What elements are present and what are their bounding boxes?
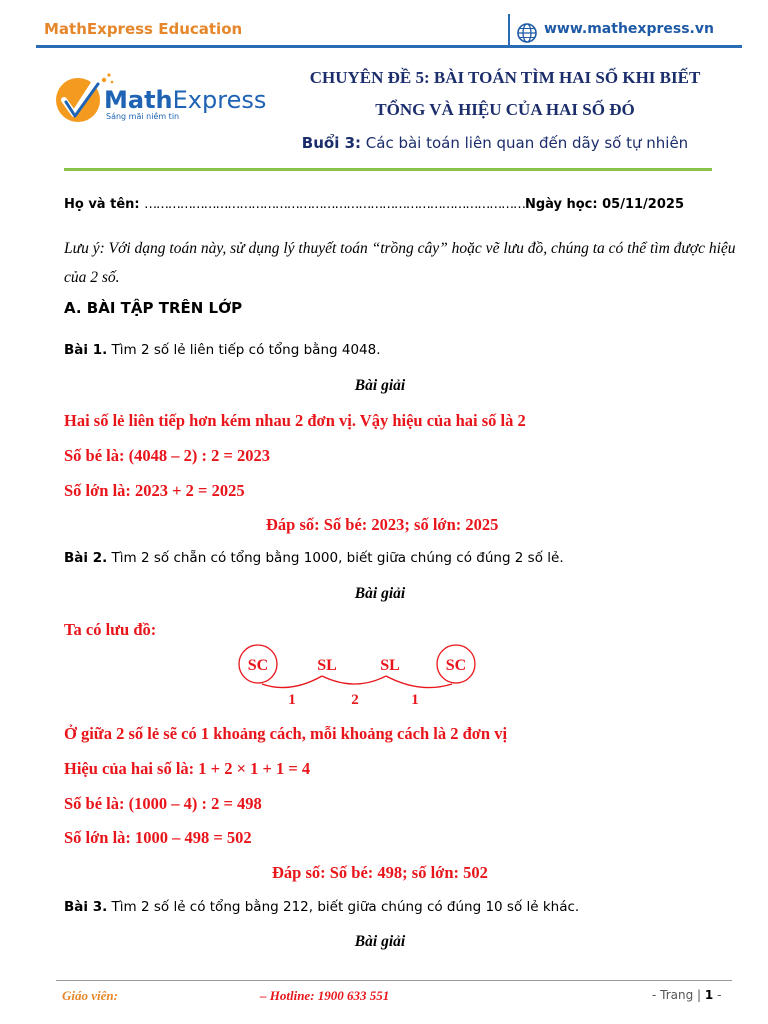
problem-1-solution-title: Bài giải [354,377,406,394]
problem-3-label: Bài 3. [64,899,108,915]
flow-gap-3: 1 [411,692,419,708]
flow-node-2: SL [317,657,337,674]
date-value: 05/11/2025 [602,197,684,212]
problem-2-text: Tìm 2 số chẵn có tổng bằng 1000, biết giữa chúng có đúng 2 số lẻ. [107,550,564,566]
footer-page [652,988,721,1002]
footer-hotline: – Hotline: 1900 633 551 [260,988,390,1003]
footer-page-prefix: - Trang | [652,988,705,1002]
problem-2-solution-title: Bài giải [354,585,406,602]
problem-1-label: Bài 1. [64,342,108,358]
flow-node-4: SC [445,657,467,674]
header-url[interactable]: www.mathexpress.vn [544,21,714,37]
logo-wordmark: MathExpress [104,86,267,114]
name-label: Họ và tên: [64,197,145,212]
header-divider [508,14,510,46]
session-text: Các bài toán liên quan đến dãy số tự nhiên [361,134,689,152]
footer-rule [56,980,732,981]
problem-1-line-3: Số lớn là: 2023 + 2 = 2025 [64,481,245,500]
date-label: Ngày học: [524,197,603,212]
header-brand: MathExpress Education [44,20,243,38]
problem-2-answer: Đáp số: Số bé: 498; số lớn: 502 [272,863,488,882]
flow-diagram [230,642,490,712]
session-label: Buổi 3: [301,134,362,152]
problem-1-line-2: Số bé là: (4048 – 2) : 2 = 2023 [64,446,271,465]
globe-icon [516,22,538,44]
problem-3-solution-title: Bài giải [354,933,406,950]
section-heading: A. BÀI TẬP TRÊN LỚP [64,299,243,317]
flow-gap-2: 2 [351,692,359,708]
footer-teacher: Giáo viên: [62,988,118,1003]
flow-arc-2 [322,676,386,684]
problem-2-label: Bài 2. [64,550,108,566]
problem-1-line-1: Hai số lẻ liên tiếp hơn kém nhau 2 đơn vị. Vậy hiệu của hai số là 2 [64,411,526,430]
title-line-2: TỔNG VÀ HIỆU CỦA HAI SỐ ĐÓ [375,100,635,119]
flow-node-1: SC [247,657,269,674]
logo-tagline: Sáng mãi niềm tin [106,112,180,121]
note-paragraph: Lưu ý: Với dạng toán này, sử dụng lý thuyết toán “trồng cây” hoặc vẽ lưu đồ, chúng ta có thể tìm được hiệu của 2 số. [64,240,736,286]
problem-2 [64,550,564,566]
flow-node-3: SL [380,657,400,674]
problem-3 [64,899,579,915]
footer-page-suffix: - [713,988,722,1002]
problem-2-flow-intro: Ta có lưu đồ: [64,620,157,639]
flow-gap-1: 1 [288,692,296,708]
problem-2-line-1: Ở giữa 2 số lẻ sẽ có 1 khoảng cách, mỗi khoảng cách là 2 đơn vị [64,724,508,743]
problem-1-text: Tìm 2 số lẻ liên tiếp có tổng bằng 4048. [107,342,381,358]
title-rule [64,168,712,171]
problem-2-line-2: Hiệu của hai số là: 1 + 2 × 1 + 1 = 4 [64,759,311,778]
footer-page-number: 1 [704,988,714,1002]
name-dots: …………………………………………………………………………………… [144,197,525,212]
problem-2-line-4: Số lớn là: 1000 – 498 = 502 [64,828,252,847]
session-title [260,134,730,152]
problem-1-answer: Đáp số: Số bé: 2023; số lớn: 2025 [266,515,499,534]
header-rule [36,45,742,48]
student-info-row [64,197,714,212]
title-line-1: CHUYÊN ĐỀ 5: BÀI TOÁN TÌM HAI SỐ KHI BIẾT [309,68,701,87]
problem-1 [64,342,381,358]
problem-2-line-3: Số bé là: (1000 – 4) : 2 = 498 [64,794,262,813]
problem-3-text: Tìm 2 số lẻ có tổng bằng 212, biết giữa chúng có đúng 10 số lẻ khác. [107,899,580,915]
